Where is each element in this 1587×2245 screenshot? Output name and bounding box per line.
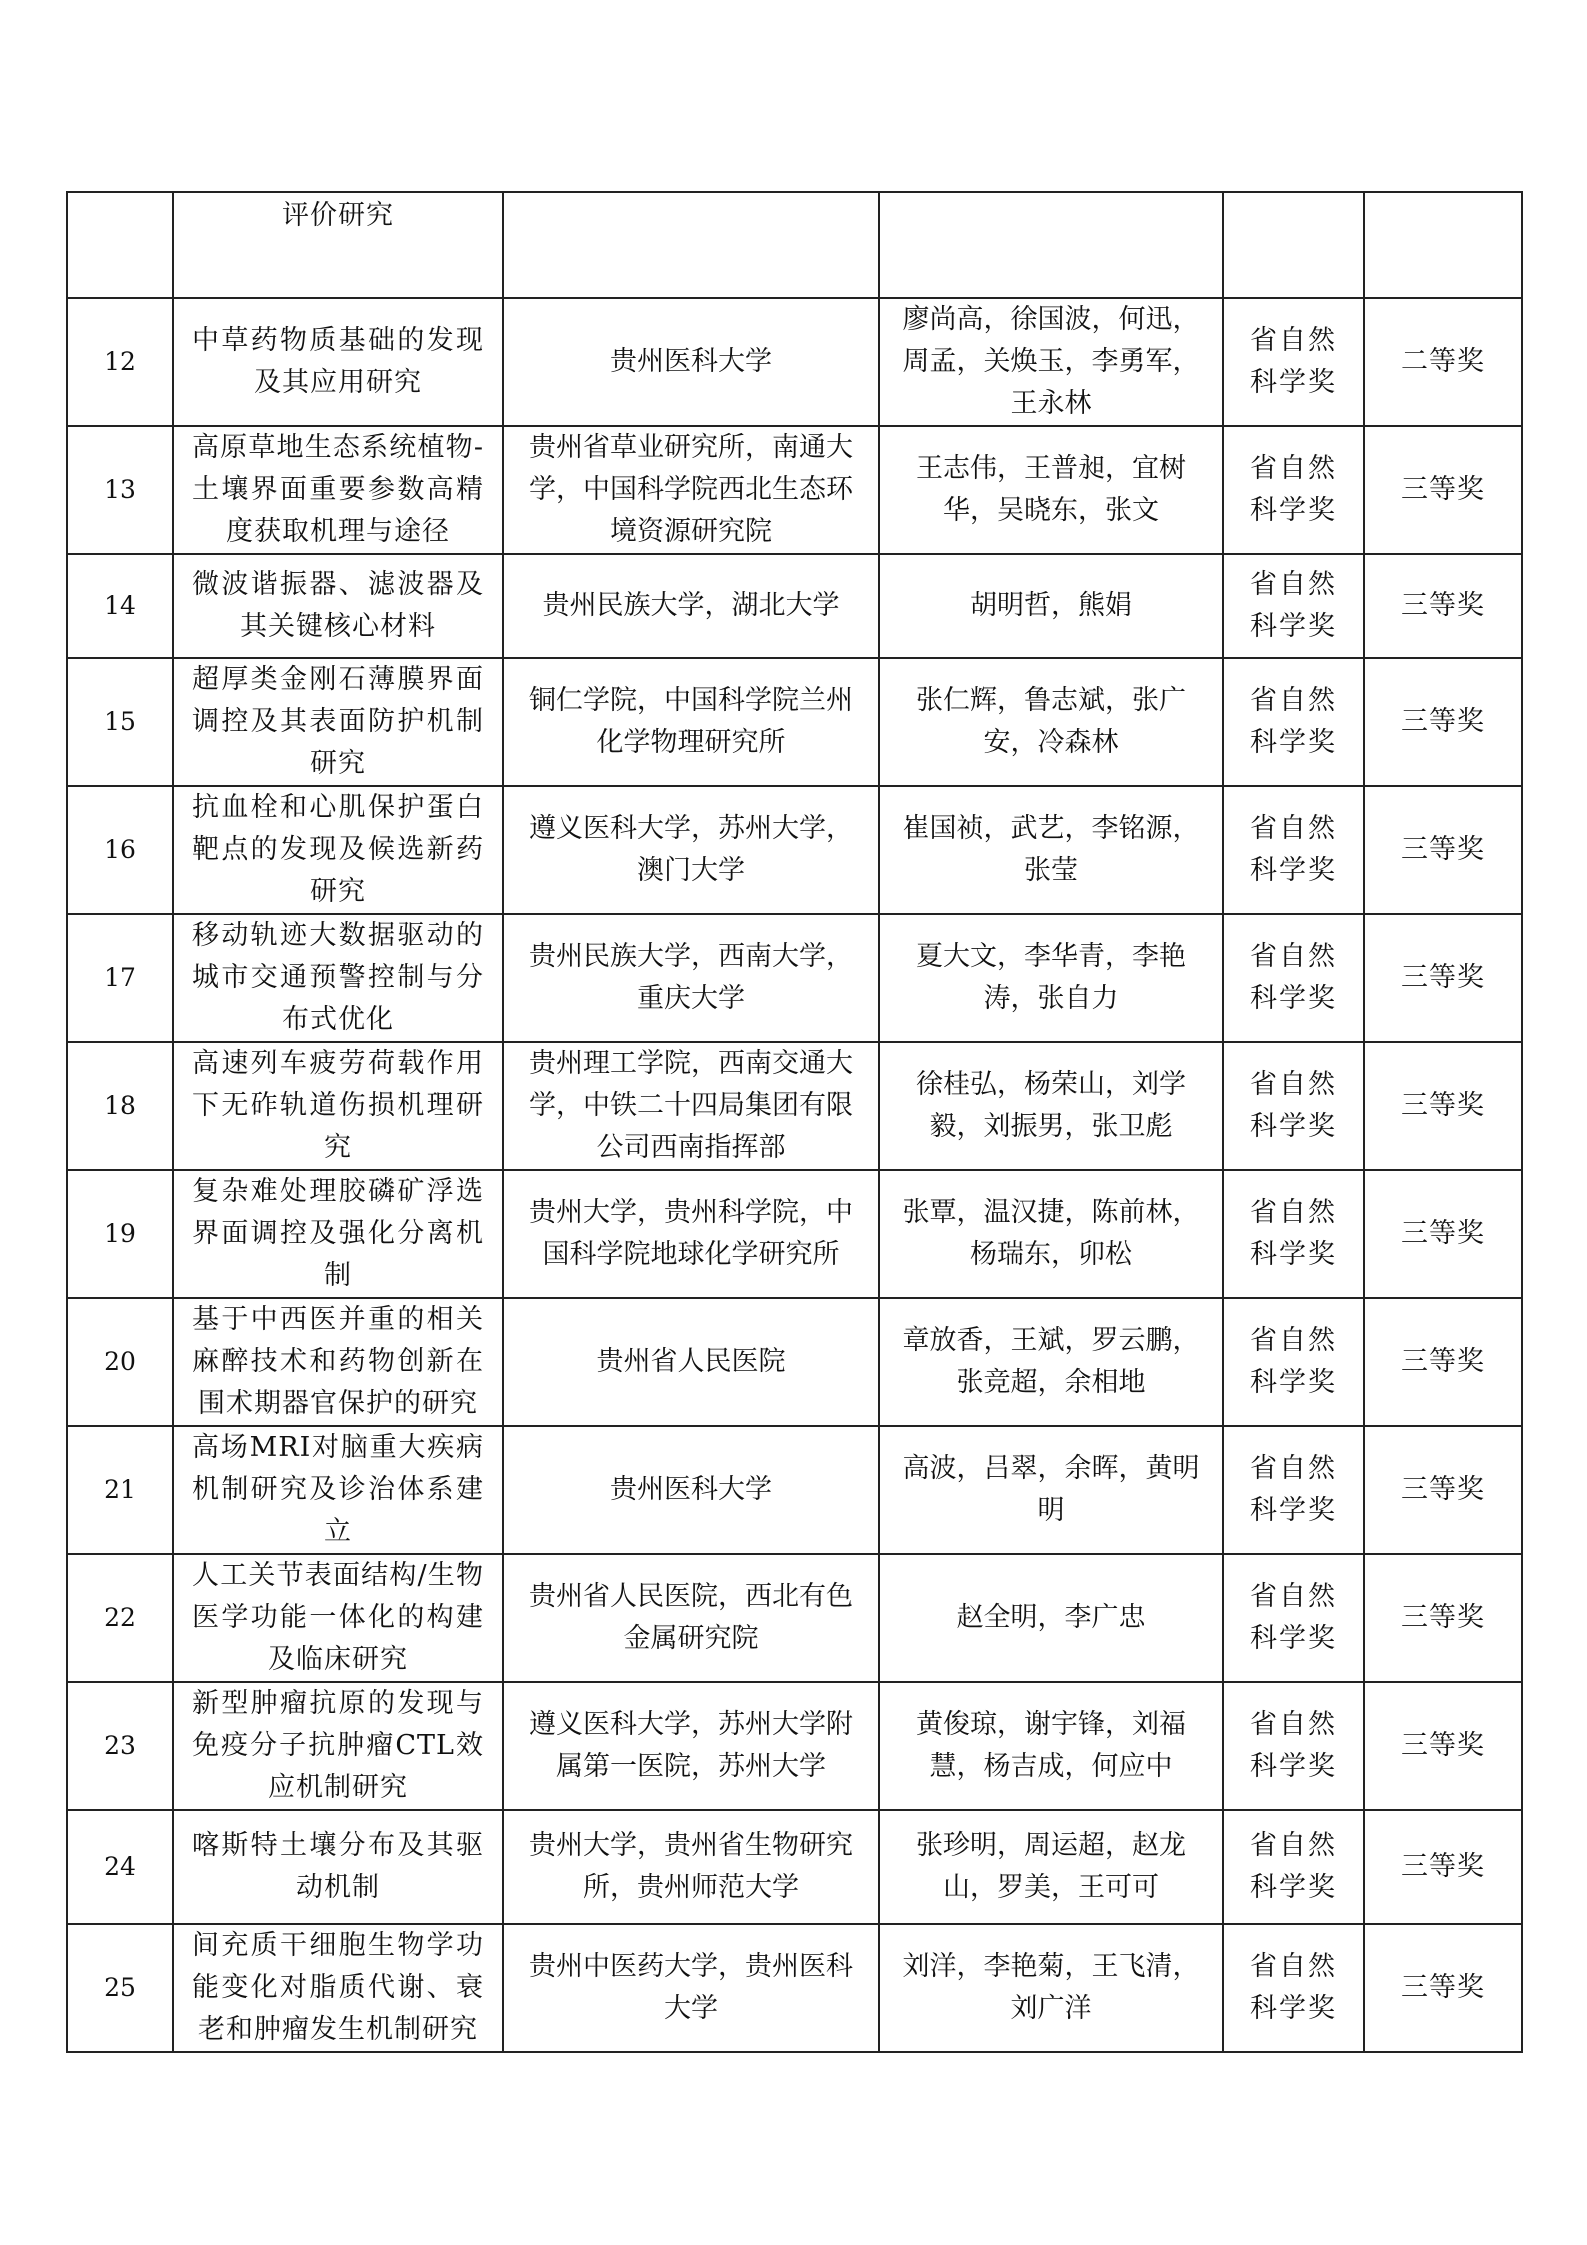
award-level: 三等奖 — [1364, 426, 1522, 554]
completing-people: 胡明哲，熊娟 — [879, 554, 1223, 658]
table-row — [67, 426, 1522, 554]
completing-units: 贵州医科大学 — [503, 1426, 879, 1554]
award-category: 省自然科学奖 — [1223, 658, 1364, 786]
project-name: 间充质干细胞生物学功能变化对脂质代谢、衰老和肿瘤发生机制研究 — [173, 1924, 503, 2052]
award-category: 省自然科学奖 — [1223, 1298, 1364, 1426]
project-name: 高速列车疲劳荷载作用下无砟轨道伤损机理研究 — [173, 1042, 503, 1170]
table-row — [67, 1426, 1522, 1554]
award-category: 省自然科学奖 — [1223, 1810, 1364, 1924]
award-level: 三等奖 — [1364, 1682, 1522, 1810]
project-name: 抗血栓和心肌保护蛋白靶点的发现及候选新药研究 — [173, 786, 503, 914]
completing-people: 张珍明，周运超，赵龙山，罗美，王可可 — [879, 1810, 1223, 1924]
completing-people: 黄俊琼，谢宇锋，刘福慧，杨吉成，何应中 — [879, 1682, 1223, 1810]
row-number: 15 — [67, 658, 173, 786]
completing-people: 章放香，王斌，罗云鹏，张竞超，余相地 — [879, 1298, 1223, 1426]
completing-units: 贵州中医药大学，贵州医科大学 — [503, 1924, 879, 2052]
completing-units: 贵州省草业研究所，南通大学，中国科学院西北生态环境资源研究院 — [503, 426, 879, 554]
completing-units: 遵义医科大学，苏州大学附属第一医院，苏州大学 — [503, 1682, 879, 1810]
table-row — [67, 1554, 1522, 1682]
row-number: 23 — [67, 1682, 173, 1810]
award-level: 三等奖 — [1364, 1298, 1522, 1426]
project-name: 移动轨迹大数据驱动的城市交通预警控制与分布式优化 — [173, 914, 503, 1042]
award-category: 省自然科学奖 — [1223, 298, 1364, 426]
table-row — [67, 786, 1522, 914]
completing-units: 铜仁学院，中国科学院兰州化学物理研究所 — [503, 658, 879, 786]
row-number: 13 — [67, 426, 173, 554]
completing-people: 崔国祯，武艺，李铭源，张莹 — [879, 786, 1223, 914]
award-level — [1364, 192, 1522, 298]
award-level: 三等奖 — [1364, 1170, 1522, 1298]
award-level: 三等奖 — [1364, 554, 1522, 658]
table-row — [67, 1810, 1522, 1924]
project-name: 超厚类金刚石薄膜界面调控及其表面防护机制研究 — [173, 658, 503, 786]
completing-people: 张覃，温汉捷，陈前林，杨瑞东，卯松 — [879, 1170, 1223, 1298]
row-number: 12 — [67, 298, 173, 426]
table-row — [67, 1682, 1522, 1810]
table-row — [67, 1170, 1522, 1298]
award-category: 省自然科学奖 — [1223, 1554, 1364, 1682]
row-number: 21 — [67, 1426, 173, 1554]
row-number: 24 — [67, 1810, 173, 1924]
award-category: 省自然科学奖 — [1223, 554, 1364, 658]
project-name: 复杂难处理胶磷矿浮选界面调控及强化分离机制 — [173, 1170, 503, 1298]
completing-units: 贵州大学，贵州科学院，中国科学院地球化学研究所 — [503, 1170, 879, 1298]
completing-people: 高波，吕翠，余晖，黄明明 — [879, 1426, 1223, 1554]
table-row — [67, 914, 1522, 1042]
awards-table-body — [67, 192, 1522, 2052]
award-category: 省自然科学奖 — [1223, 1426, 1364, 1554]
award-category: 省自然科学奖 — [1223, 426, 1364, 554]
award-category: 省自然科学奖 — [1223, 786, 1364, 914]
award-category: 省自然科学奖 — [1223, 1682, 1364, 1810]
award-category: 省自然科学奖 — [1223, 1170, 1364, 1298]
award-category: 省自然科学奖 — [1223, 1042, 1364, 1170]
award-level: 三等奖 — [1364, 786, 1522, 914]
award-level: 三等奖 — [1364, 658, 1522, 786]
row-number: 14 — [67, 554, 173, 658]
completing-units: 贵州民族大学，西南大学，重庆大学 — [503, 914, 879, 1042]
award-level: 二等奖 — [1364, 298, 1522, 426]
award-category: 省自然科学奖 — [1223, 914, 1364, 1042]
row-number: 20 — [67, 1298, 173, 1426]
completing-units: 贵州民族大学，湖北大学 — [503, 554, 879, 658]
project-name: 人工关节表面结构/生物医学功能一体化的构建及临床研究 — [173, 1554, 503, 1682]
award-category — [1223, 192, 1364, 298]
award-category: 省自然科学奖 — [1223, 1924, 1364, 2052]
project-name: 喀斯特土壤分布及其驱动机制 — [173, 1810, 503, 1924]
row-number: 16 — [67, 786, 173, 914]
award-level: 三等奖 — [1364, 914, 1522, 1042]
project-name: 中草药物质基础的发现及其应用研究 — [173, 298, 503, 426]
completing-units: 贵州省人民医院，西北有色金属研究院 — [503, 1554, 879, 1682]
project-name: 高原草地生态系统植物-土壤界面重要参数高精度获取机理与途径 — [173, 426, 503, 554]
completing-people — [879, 192, 1223, 298]
award-level: 三等奖 — [1364, 1924, 1522, 2052]
table-row-continued — [67, 192, 1522, 298]
row-number: 18 — [67, 1042, 173, 1170]
row-number: 22 — [67, 1554, 173, 1682]
table-row — [67, 1298, 1522, 1426]
completing-people: 徐桂弘，杨荣山，刘学毅，刘振男，张卫彪 — [879, 1042, 1223, 1170]
project-name: 新型肿瘤抗原的发现与免疫分子抗肿瘤CTL效应机制研究 — [173, 1682, 503, 1810]
completing-units: 贵州理工学院，西南交通大学，中铁二十四局集团有限公司西南指挥部 — [503, 1042, 879, 1170]
table-row — [67, 658, 1522, 786]
completing-people: 夏大文，李华青，李艳涛，张自力 — [879, 914, 1223, 1042]
completing-units: 贵州省人民医院 — [503, 1298, 879, 1426]
table-row — [67, 298, 1522, 426]
completing-units: 贵州医科大学 — [503, 298, 879, 426]
project-name: 评价研究 — [173, 192, 503, 298]
completing-units: 遵义医科大学，苏州大学，澳门大学 — [503, 786, 879, 914]
award-level: 三等奖 — [1364, 1042, 1522, 1170]
completing-people: 刘洋，李艳菊，王飞清，刘广洋 — [879, 1924, 1223, 2052]
completing-people: 廖尚高，徐国波，何迅，周孟，关焕玉，李勇军，王永林 — [879, 298, 1223, 426]
award-level: 三等奖 — [1364, 1426, 1522, 1554]
completing-people: 赵全明，李广忠 — [879, 1554, 1223, 1682]
row-number: 25 — [67, 1924, 173, 2052]
table-row — [67, 1924, 1522, 2052]
project-name: 基于中西医并重的相关麻醉技术和药物创新在围术期器官保护的研究 — [173, 1298, 503, 1426]
table-row — [67, 1042, 1522, 1170]
completing-units: 贵州大学，贵州省生物研究所，贵州师范大学 — [503, 1810, 879, 1924]
row-number — [67, 192, 173, 298]
row-number: 19 — [67, 1170, 173, 1298]
award-level: 三等奖 — [1364, 1810, 1522, 1924]
completing-units — [503, 192, 879, 298]
project-name: 微波谐振器、滤波器及其关键核心材料 — [173, 554, 503, 658]
project-name: 高场MRI对脑重大疾病机制研究及诊治体系建立 — [173, 1426, 503, 1554]
row-number: 17 — [67, 914, 173, 1042]
table-row — [67, 554, 1522, 658]
award-level: 三等奖 — [1364, 1554, 1522, 1682]
completing-people: 张仁辉，鲁志斌，张广安，冷森林 — [879, 658, 1223, 786]
awards-table — [66, 191, 1523, 2053]
completing-people: 王志伟，王普昶，宜树华，吴晓东，张文 — [879, 426, 1223, 554]
